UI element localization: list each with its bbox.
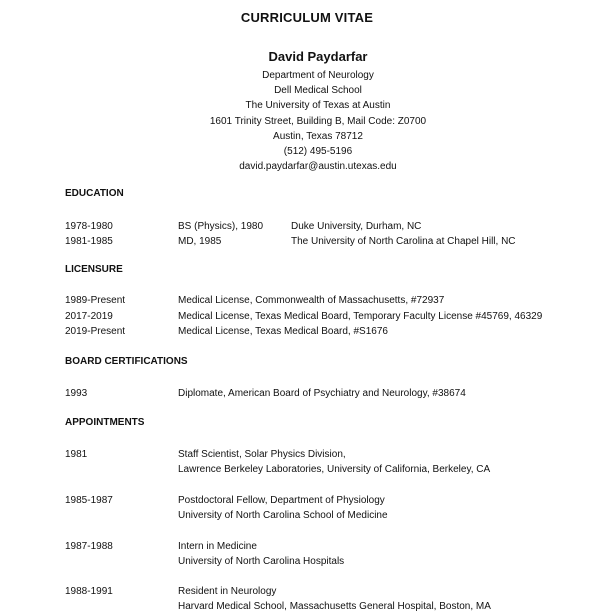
appointment-date: 1985-1987 xyxy=(65,495,113,506)
education-heading: EDUCATION xyxy=(65,188,124,199)
appointment-institution: University of North Carolina Hospitals xyxy=(178,556,345,567)
appointment-institution: Lawrence Berkeley Laboratories, University of California, Berkeley, CA xyxy=(178,464,491,475)
person-name: David Paydarfar xyxy=(268,49,368,64)
phone-line: (512) 495-5196 xyxy=(283,146,353,158)
licensure-text: Medical License, Commonwealth of Massachusetts, #72937 xyxy=(178,295,445,306)
contact-header xyxy=(0,48,614,174)
department-line: Department of Neurology xyxy=(262,70,374,81)
licensure-text: Medical License, Texas Medical Board, Temporary Faculty License #45769, 46329 xyxy=(178,311,543,322)
school-line: Dell Medical School xyxy=(274,85,362,97)
education-degree: BS (Physics), 1980 xyxy=(178,221,264,232)
appointments-heading: APPOINTMENTS xyxy=(65,417,145,428)
document-title: CURRICULUM VITAE xyxy=(240,10,374,25)
licensure-date: 1989-Present xyxy=(65,295,126,306)
appointment-date: 1987-1988 xyxy=(65,541,113,552)
certification-text: Diplomate, American Board of Psychiatry and Neurology, #38674 xyxy=(178,388,466,399)
appointment-title: Intern in Medicine xyxy=(178,541,257,552)
email-line: david.paydarfar@austin.utexas.edu xyxy=(239,161,397,173)
appointment-institution: University of North Carolina School of Medicine xyxy=(178,510,388,521)
education-institution: The University of North Carolina at Chapel Hill, NC xyxy=(291,236,516,247)
address-line: 1601 Trinity Street, Building B, Mail Code: Z0700 xyxy=(209,115,427,127)
appointment-date: 1988-1991 xyxy=(65,586,113,597)
appointment-title: Postdoctoral Fellow, Department of Physiology xyxy=(178,495,385,506)
board-certifications-heading: BOARD CERTIFICATIONS xyxy=(65,356,188,367)
education-date: 1978-1980 xyxy=(65,221,113,232)
licensure-text: Medical License, Texas Medical Board, #S1676 xyxy=(178,326,388,337)
education-degree: MD, 1985 xyxy=(178,236,222,247)
licensure-heading: LICENSURE xyxy=(65,264,123,275)
appointment-institution: Harvard Medical School, Massachusetts General Hospital, Boston, MA xyxy=(178,601,491,612)
certification-date: 1993 xyxy=(65,388,88,399)
appointment-title: Staff Scientist, Solar Physics Division, xyxy=(178,449,346,460)
appointment-title: Resident in Neurology xyxy=(178,586,277,597)
education-date: 1981-1985 xyxy=(65,236,113,247)
licensure-date: 2017-2019 xyxy=(65,311,113,322)
city-line: Austin, Texas 78712 xyxy=(273,130,363,142)
education-institution: Duke University, Durham, NC xyxy=(291,221,422,232)
appointment-date: 1981 xyxy=(65,449,88,460)
university-line: The University of Texas at Austin xyxy=(245,100,391,112)
licensure-date: 2019-Present xyxy=(65,326,126,337)
